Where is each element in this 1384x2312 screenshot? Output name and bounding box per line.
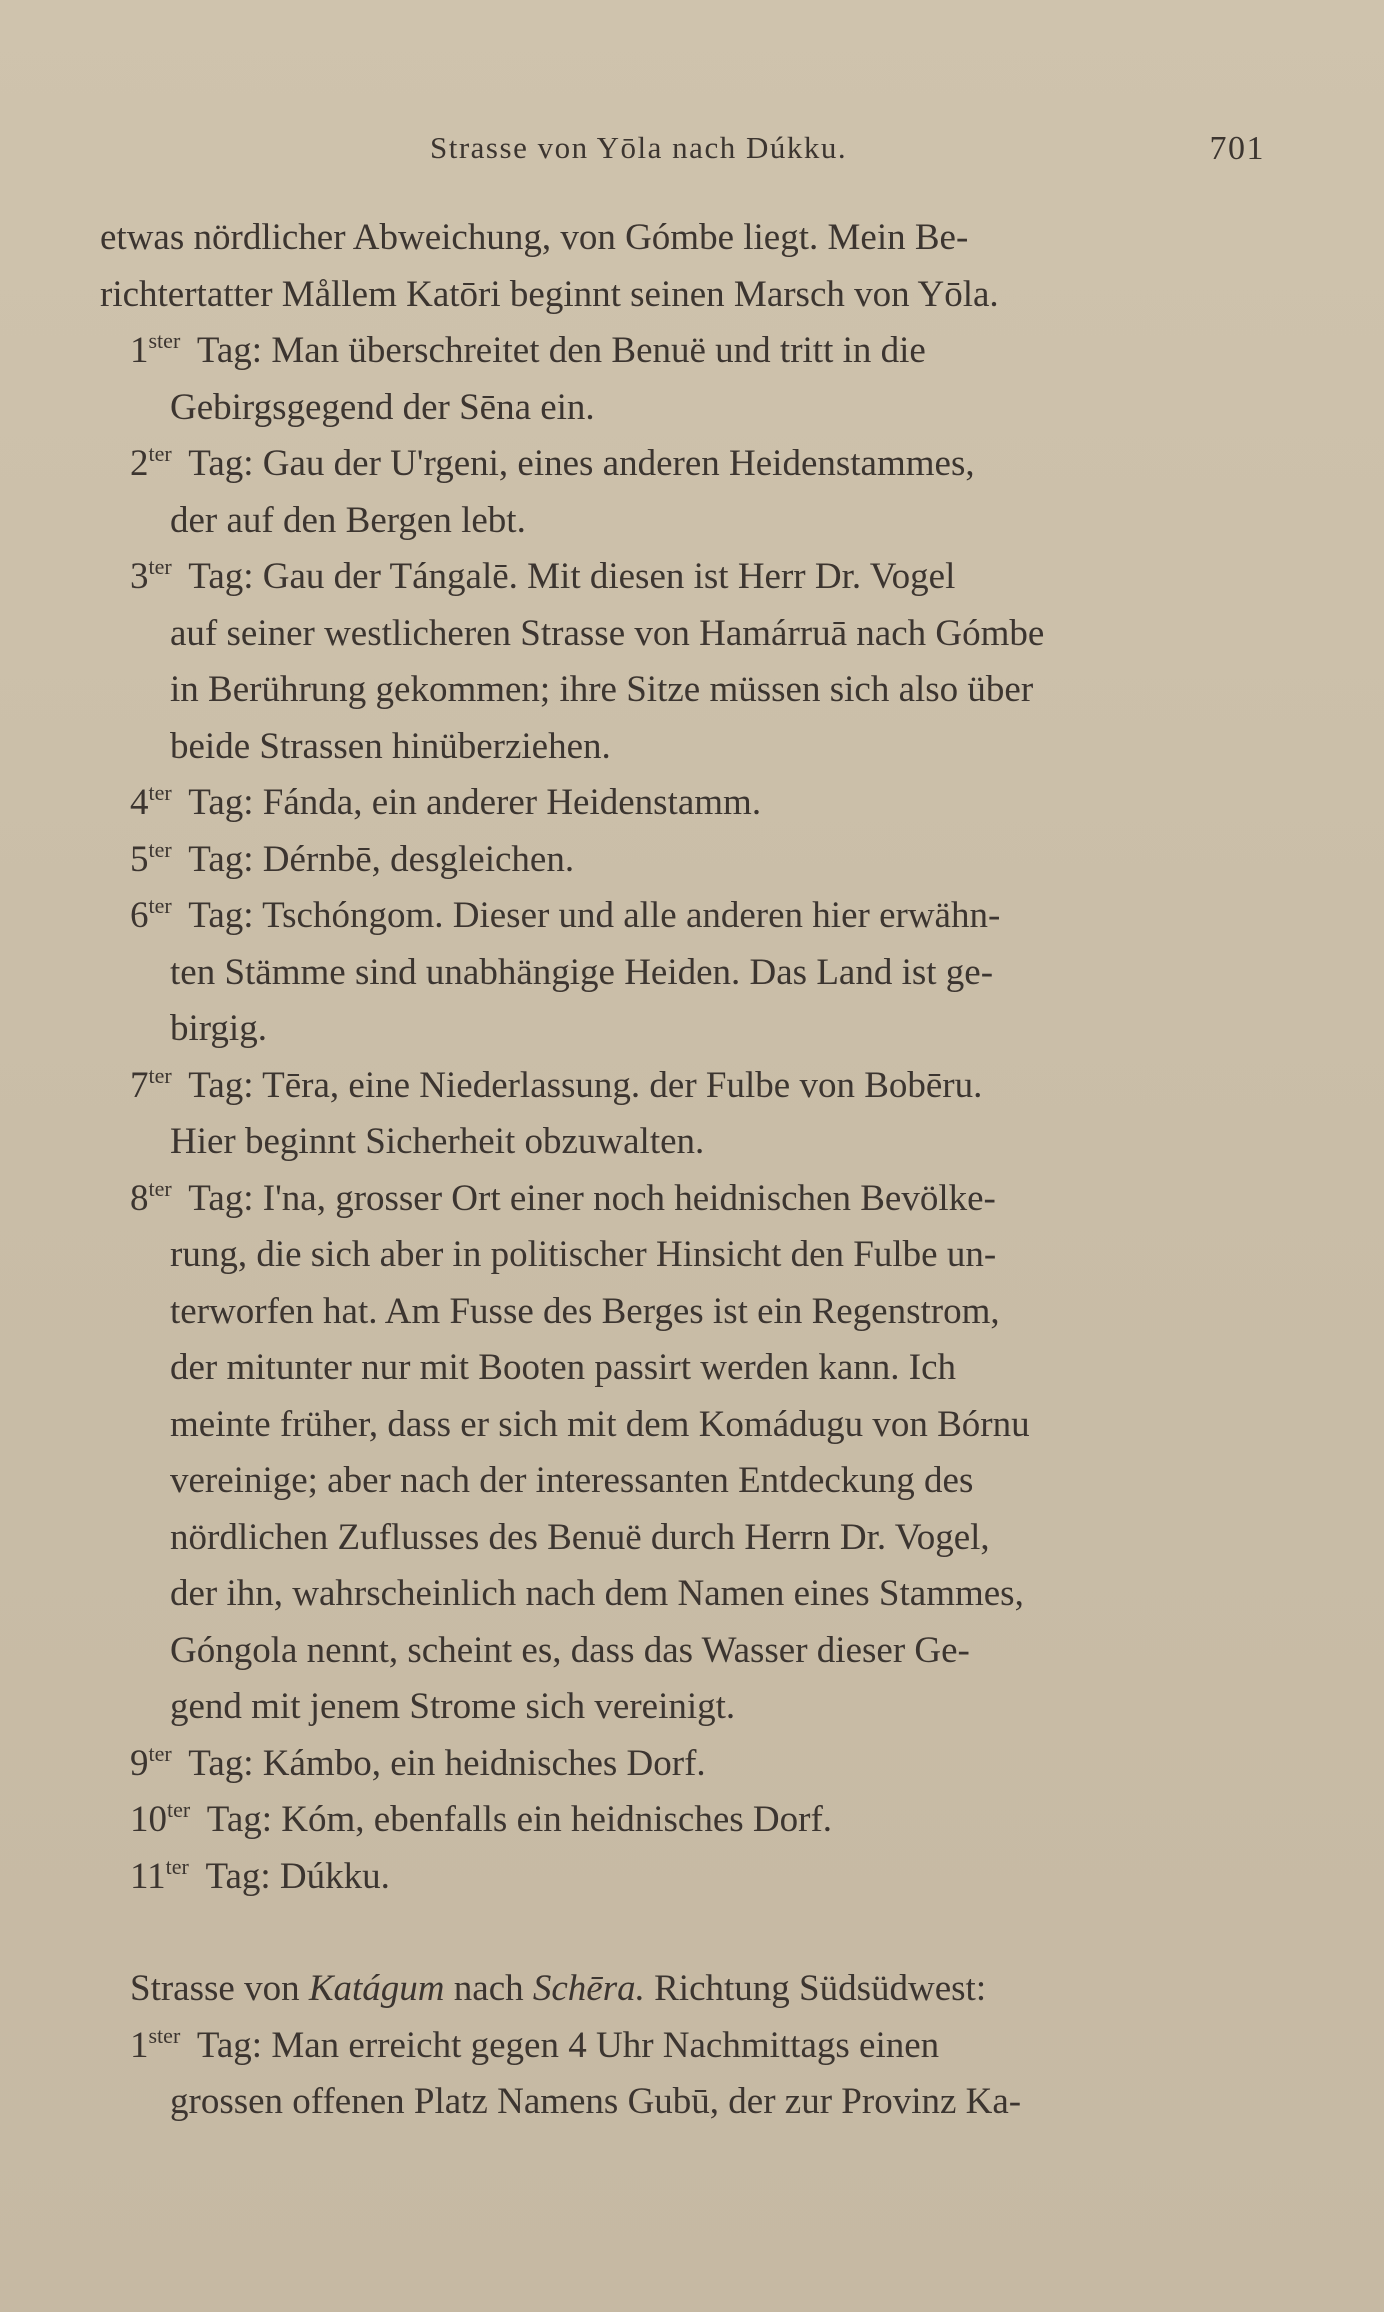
itinerary-entry-day-3 bbox=[100, 549, 1265, 606]
text-line: rung, die sich aber in politischer Hinsicht den Fulbe un- bbox=[170, 1234, 997, 1275]
text-line: der mitunter nur mit Booten passirt werden kann. Ich bbox=[170, 1347, 957, 1388]
text-line: ten Stämme sind unabhängige Heiden. Das Land ist ge- bbox=[170, 951, 994, 993]
day-label: Tag: bbox=[196, 2024, 263, 2066]
text-line: Hier beginnt Sicherheit obzuwalten. bbox=[170, 1121, 705, 1162]
page-number: 701 bbox=[1209, 130, 1265, 167]
day-label: Tag: bbox=[188, 1064, 254, 1106]
entry-text: Tēra, eine Niederlassung. der Fulbe von Bobēru. bbox=[262, 1064, 983, 1106]
running-title: Strasse von Yōla nach Dúkku. bbox=[430, 130, 848, 165]
text-line: etwas nördlicher Abweichung, von Gómbe liegt. Mein Be- bbox=[100, 217, 969, 258]
entry-text: Gau der U'rgeni, eines anderen Heidenstammes, bbox=[262, 443, 975, 484]
day-ordinal: 8 bbox=[130, 1177, 149, 1219]
route-heading-prefix: Strasse von bbox=[130, 1968, 300, 2009]
entry-text: I'na, grosser Ort einer noch heidnischen Bevölke- bbox=[262, 1177, 996, 1219]
route-destination: Schēra. bbox=[532, 1968, 645, 2009]
itinerary-entry-route2-day-1 bbox=[100, 2018, 1265, 2075]
day-ordinal: 3 bbox=[130, 556, 149, 597]
body-text bbox=[100, 210, 1265, 2131]
text-line: Gebirgsgegend der Sēna ein. bbox=[170, 386, 595, 428]
entry-text: Fánda, ein anderer Heidenstamm. bbox=[262, 782, 762, 823]
ordinal-suffix: ter bbox=[148, 441, 172, 466]
day-ordinal: 1 bbox=[130, 330, 149, 371]
route-origin: Katágum bbox=[308, 1968, 445, 2009]
day-ordinal: 1 bbox=[130, 2024, 149, 2066]
day-label: Tag: bbox=[196, 330, 263, 371]
day-label: Tag: bbox=[205, 1855, 271, 1897]
ordinal-suffix: ster bbox=[148, 328, 181, 353]
ordinal-suffix: ter bbox=[167, 1797, 191, 1822]
ordinal-suffix: ter bbox=[165, 1853, 189, 1879]
text-line: meinte früher, dass er sich mit dem Komádugu von Bórnu bbox=[170, 1403, 1030, 1445]
text-line: terworfen hat. Am Fusse des Berges ist ein Regenstrom, bbox=[170, 1290, 1000, 1332]
day-ordinal: 9 bbox=[130, 1742, 149, 1784]
ordinal-suffix: ter bbox=[148, 836, 172, 862]
day-label: Tag: bbox=[188, 443, 254, 484]
text-line: Góngola nennt, scheint es, dass das Wasser dieser Ge- bbox=[170, 1629, 970, 1671]
itinerary-entry-day-5 bbox=[100, 832, 1265, 889]
itinerary-entry-day-11 bbox=[100, 1849, 1265, 1906]
text-line: grossen offenen Platz Namens Gubū, der zur Provinz Ka- bbox=[170, 2081, 1022, 2122]
day-label: Tag: bbox=[188, 838, 254, 880]
text-line: richtertatter Mållem Katōri beginnt seinen Marsch von Yōla. bbox=[100, 273, 999, 315]
text-line: vereinige; aber nach der interessanten Entdeckung des bbox=[170, 1460, 974, 1501]
day-label: Tag: bbox=[188, 1742, 254, 1784]
day-ordinal: 7 bbox=[130, 1064, 149, 1106]
itinerary-entry-day-2 bbox=[100, 436, 1265, 493]
route-heading-mid: nach bbox=[453, 1968, 524, 2009]
text-line: birgig. bbox=[170, 1008, 267, 1049]
ordinal-suffix: ter bbox=[148, 780, 172, 805]
day-ordinal: 11 bbox=[130, 1855, 166, 1897]
day-ordinal: 4 bbox=[130, 782, 149, 823]
day-ordinal: 2 bbox=[130, 443, 149, 484]
day-ordinal: 6 bbox=[130, 895, 149, 936]
itinerary-entry-day-4 bbox=[100, 775, 1265, 832]
day-ordinal: 10 bbox=[130, 1799, 167, 1840]
ordinal-suffix: ter bbox=[148, 1175, 172, 1201]
day-label: Tag: bbox=[188, 782, 254, 823]
text-line: der ihn, wahrscheinlich nach dem Namen eines Stammes, bbox=[170, 1573, 1024, 1614]
itinerary-entry-day-8 bbox=[100, 1171, 1265, 1228]
itinerary-entry-day-10 bbox=[100, 1792, 1265, 1849]
entry-text: Dérnbē, desgleichen. bbox=[262, 838, 575, 880]
itinerary-entry-day-9 bbox=[100, 1736, 1265, 1793]
ordinal-suffix: ter bbox=[148, 1740, 172, 1766]
text-line: der auf den Bergen lebt. bbox=[170, 499, 526, 541]
day-label: Tag: bbox=[206, 1799, 273, 1840]
entry-text: Dúkku. bbox=[279, 1855, 390, 1897]
ordinal-suffix: ter bbox=[148, 893, 172, 918]
route-heading bbox=[100, 1961, 1265, 2018]
text-line: gend mit jenem Strome sich vereinigt. bbox=[170, 1686, 736, 1727]
ordinal-suffix: ster bbox=[148, 2022, 181, 2048]
route-direction: Richtung Südsüdwest: bbox=[654, 1968, 987, 2009]
day-label: Tag: bbox=[188, 895, 254, 936]
day-label: Tag: bbox=[188, 556, 254, 597]
entry-text: Man erreicht gegen 4 Uhr Nachmittags einen bbox=[271, 2024, 940, 2066]
text-line: auf seiner westlicheren Strasse von Hamárruā nach Gómbe bbox=[170, 612, 1045, 654]
itinerary-entry-day-6 bbox=[100, 888, 1265, 945]
text-line: in Berührung gekommen; ihre Sitze müssen sich also über bbox=[170, 669, 1034, 710]
text-line: beide Strassen hinüberziehen. bbox=[170, 725, 611, 767]
ordinal-suffix: ter bbox=[148, 1062, 172, 1088]
section-gap bbox=[100, 1905, 1265, 1961]
itinerary-entry-day-7 bbox=[100, 1058, 1265, 1115]
ordinal-suffix: ter bbox=[148, 554, 172, 579]
entry-text: Kóm, ebenfalls ein heidnisches Dorf. bbox=[281, 1799, 833, 1840]
entry-text: Gau der Tángalē. Mit diesen ist Herr Dr. Vogel bbox=[262, 556, 956, 597]
entry-text: Tschóngom. Dieser und alle anderen hier erwähn- bbox=[262, 895, 1001, 936]
entry-text: Kámbo, ein heidnisches Dorf. bbox=[262, 1742, 706, 1784]
itinerary-entry-day-1 bbox=[100, 323, 1265, 380]
day-ordinal: 5 bbox=[130, 838, 149, 880]
day-label: Tag: bbox=[188, 1177, 254, 1219]
entry-text: Man überschreitet den Benuë und tritt in die bbox=[271, 330, 926, 371]
text-line: nördlichen Zuflusses des Benuë durch Herrn Dr. Vogel, bbox=[170, 1516, 990, 1558]
running-head bbox=[100, 130, 1265, 180]
